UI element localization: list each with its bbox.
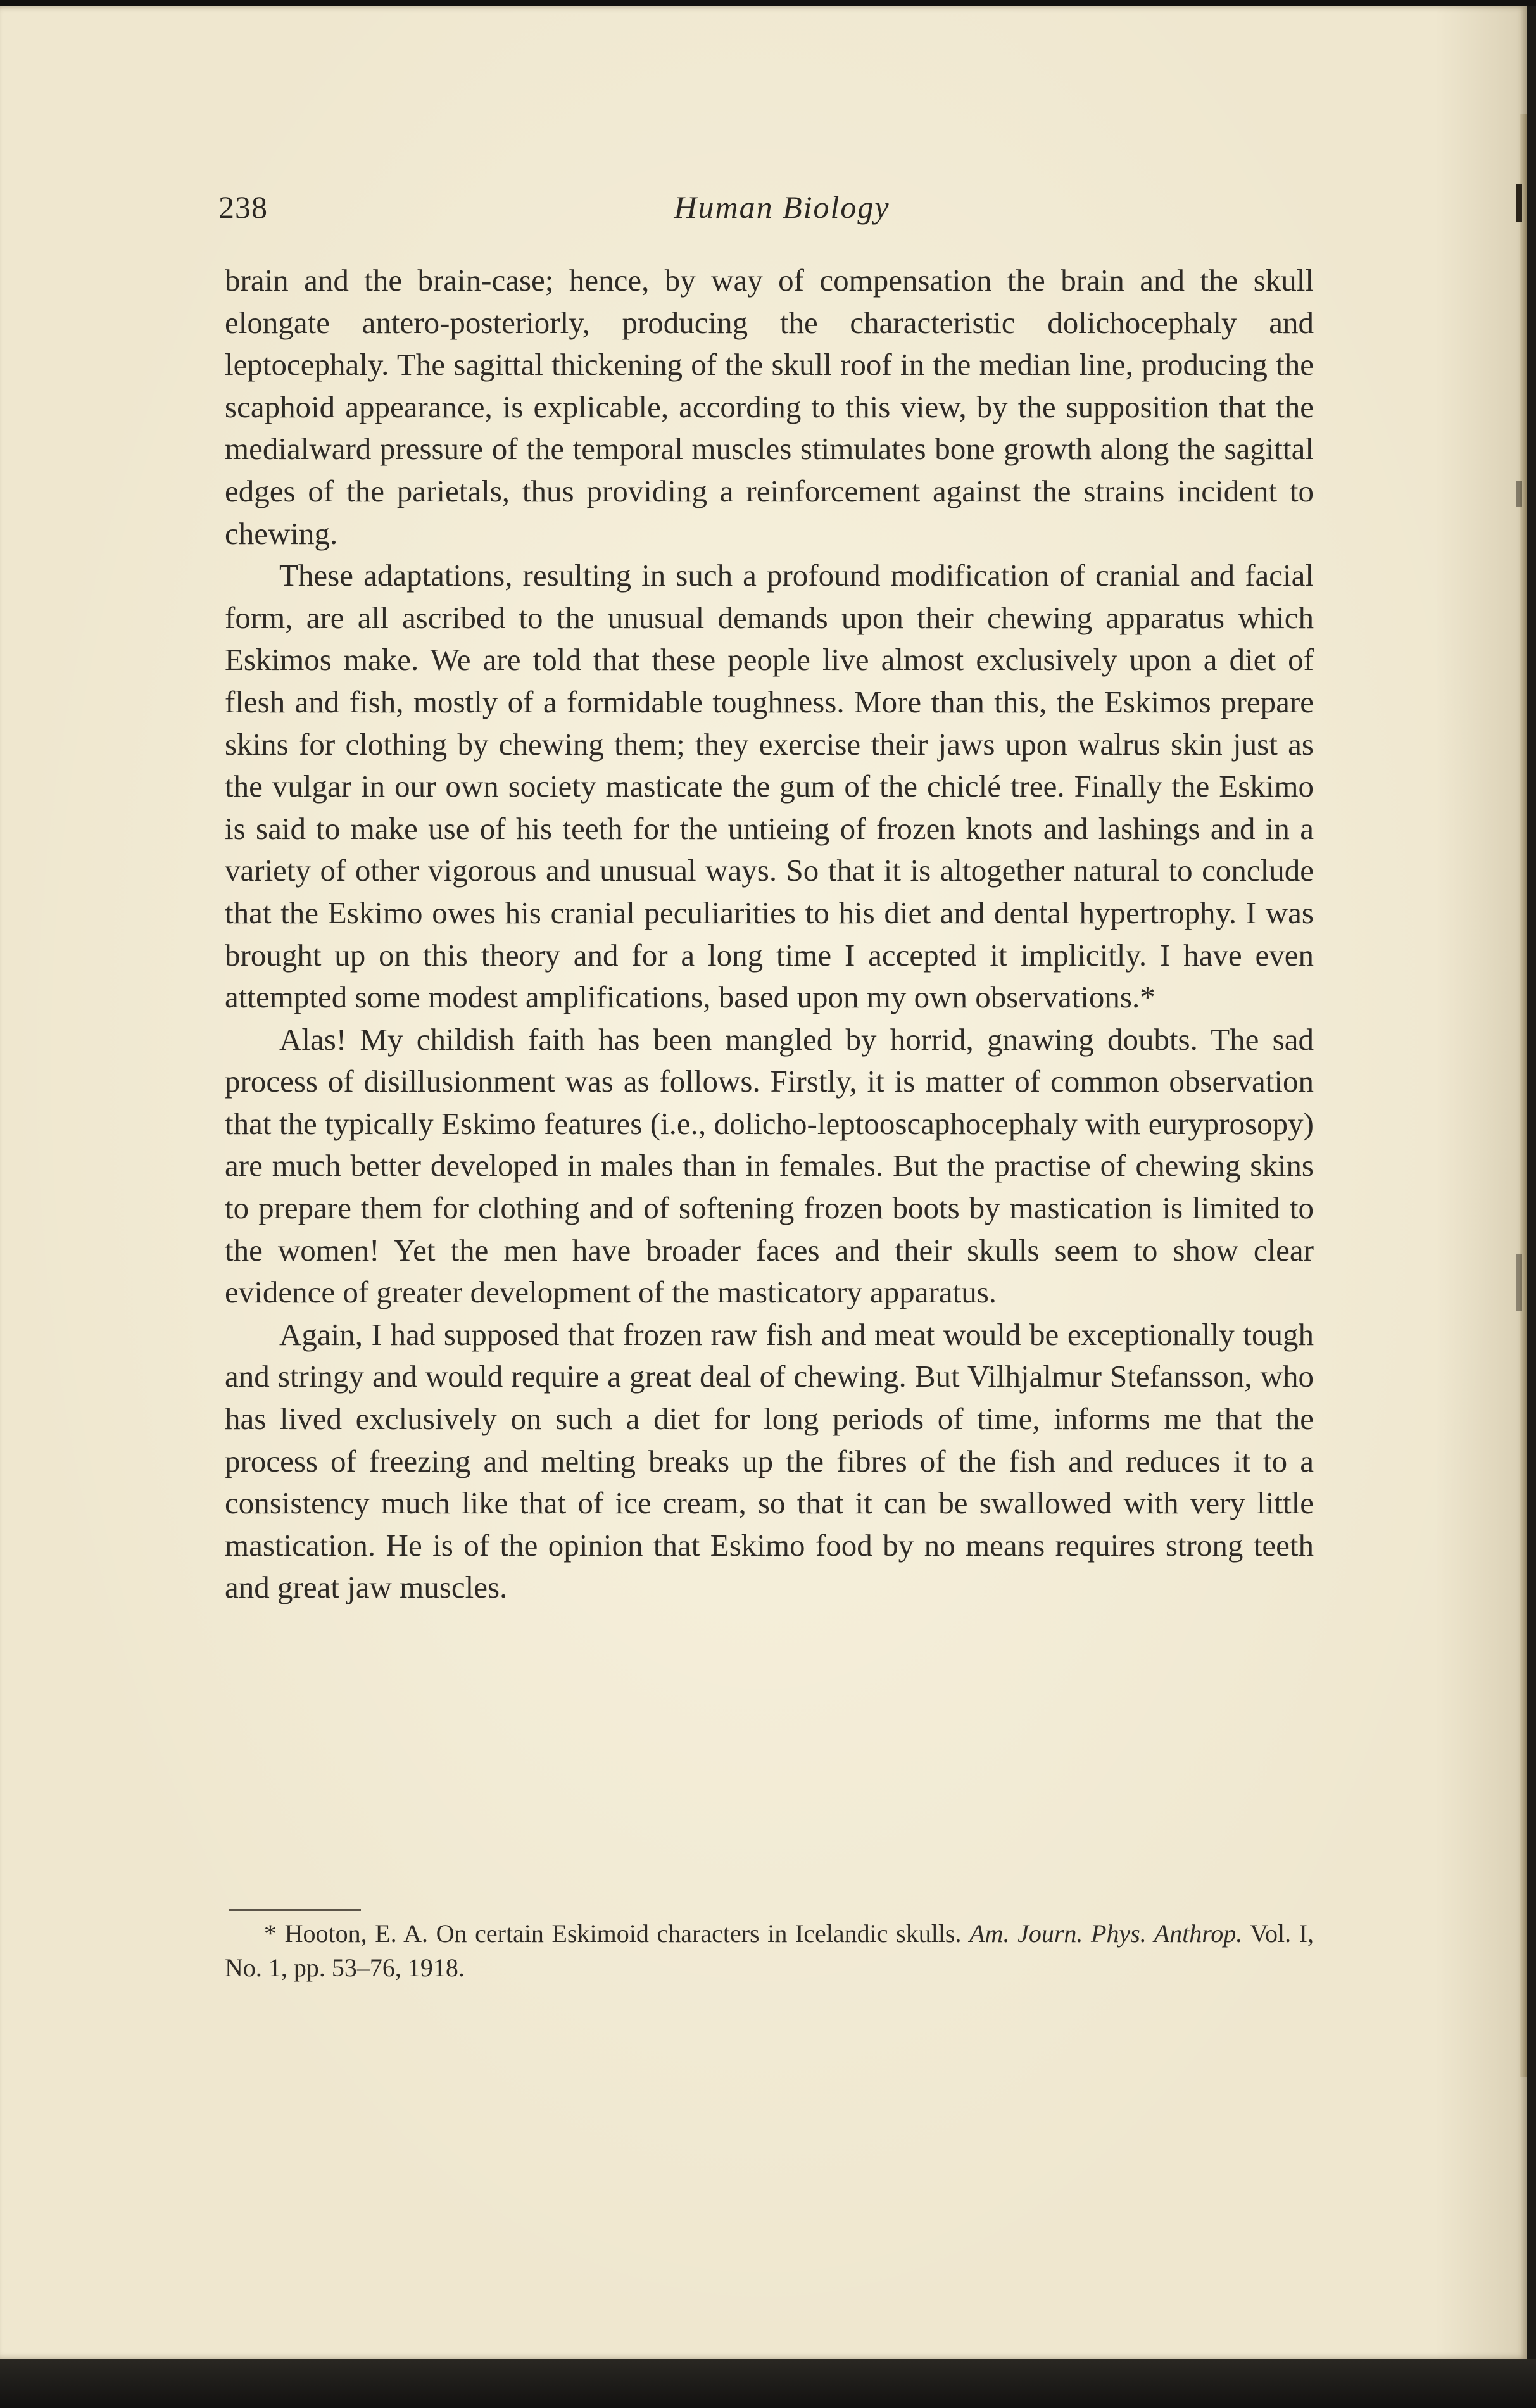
footnote-journal-abbrev-2: Journ. Phys. Anthrop. bbox=[1017, 1919, 1243, 1948]
page-edge-mark bbox=[1516, 481, 1522, 507]
footnote-text: * Hooton, E. A. On certain Eskimoid characters in Icelandic skulls. bbox=[264, 1919, 962, 1948]
footnote-rule bbox=[229, 1909, 361, 1911]
paragraph-1: brain and the brain-case; hence, by way of compensation the brain and the skull elongate antero-posteriorly, producing the characteristic dolichocephaly and leptocephaly. The sagittal thickening of the skull roof in the median line, producing the scaphoid appearance, is explicable, according to this view, by the supposition that the medialward pressure of the temporal muscles stimulates bone growth along the sagittal edges of the parietals, thus providing a reinforcement against the strains incident to chewing. bbox=[225, 263, 1314, 551]
paragraph-3: Alas! My childish faith has been mangled by horrid, gnawing doubts. The sad process of disillusionment was as follows. Firstly, it is matter of common observation that the typically Eskimo features (i.e., dolicho-leptooscaphocephaly with euryprosopy) are much better developed in males than in females. But the practise of chewing skins to prepare them for clothing and of softening frozen boots by mastication is limited to the women! Yet the men have broader faces and their skulls seem to show clear evidence of greater development of the masticatory apparatus. bbox=[225, 1021, 1314, 1310]
paragraph-2: These adaptations, resulting in such a profound modification of cranial and facial form, are all ascribed to the unusual demands upon their chewing apparatus which Eskimos make. We are told that these people live almost exclusively upon a diet of flesh and fish, mostly of a formidable toughness. More than this, the Eskimos prepare skins for clothing by chewing them; they exercise their jaws upon walrus skin just as the vulgar in our own society masticate the gum of the chiclé tree. Finally the Eskimo is said to make use of his teeth for the untieing of frozen knots and lashings and in a variety of other vigorous and unusual ways. So that it is altogether natural to conclude that the Eskimo owes his cranial peculiarities to his diet and dental hypertrophy. I was brought up on this theory and for a long time I accepted it implicitly. I have even attempted some modest amplifications, based upon my own observations.* bbox=[225, 558, 1314, 1015]
footnote bbox=[225, 1917, 1314, 1985]
page-edge-mark bbox=[1516, 1254, 1522, 1311]
page-edge-tab-mark bbox=[1516, 184, 1522, 222]
journal-title: Human Biology bbox=[674, 189, 890, 225]
article-body bbox=[225, 260, 1314, 1609]
page-fore-edge bbox=[1520, 114, 1527, 2077]
footnote-journal-abbrev-1: Am. bbox=[969, 1919, 1010, 1948]
paragraph-4: Again, I had supposed that frozen raw fish and meat would be exceptionally tough and stringy and would require a great deal of chewing. But Vilhjalmur Stefansson, who has lived exclusively on such a diet for long periods of time, informs me that the process of freezing and melting breaks up the fibres of the fish and reduces it to a consistency much like that of ice cream, so that it can be swallowed with very little mastication. He is of the opinion that Eskimo food by no means requires strong teeth and great jaw muscles. bbox=[225, 1316, 1314, 1605]
footnote-citation: Vol. I, No. 1, pp. 53–76, 1918. bbox=[225, 1919, 1314, 1982]
running-head bbox=[218, 189, 1345, 227]
footnote-line bbox=[225, 1917, 1314, 1985]
scan-bottom-border bbox=[0, 2359, 1536, 2408]
page-number: 238 bbox=[218, 189, 268, 225]
scan-top-border bbox=[0, 0, 1536, 6]
